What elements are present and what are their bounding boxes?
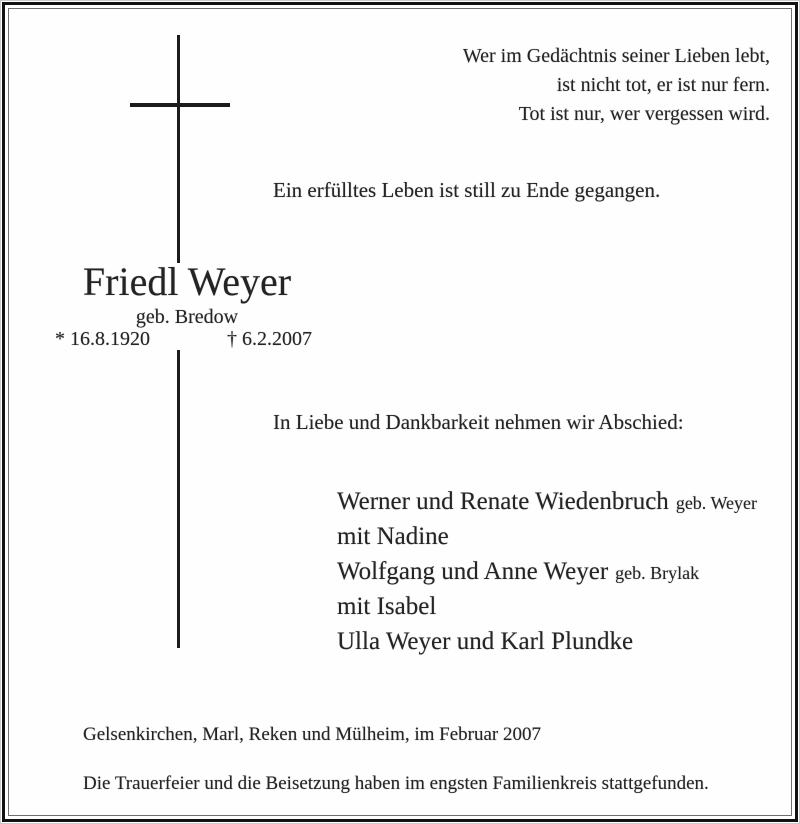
mourner-maiden-name: geb. Brylak — [615, 563, 700, 583]
mourner-line — [337, 555, 757, 590]
places-and-date-line: Gelsenkirchen, Marl, Reken und Mülheim, im Februar 2007 — [83, 724, 542, 745]
maiden-name: geb. Bredow — [135, 306, 239, 328]
mourner-names: Wolfgang und Anne Weyer — [337, 558, 609, 585]
memorial-verse — [463, 42, 770, 129]
mourner-names: mit Isabel — [337, 593, 437, 620]
cross-horizontal-bar — [130, 103, 230, 107]
mourner-line — [337, 625, 757, 660]
memorial-verse-line: Wer im Gedächtnis seiner Lieben lebt, — [462, 45, 770, 67]
death-date: † 6.2.2007 — [227, 328, 312, 350]
cross-vertical-lower — [177, 350, 180, 648]
mourner-line — [337, 590, 757, 625]
mourner-names: mit Nadine — [337, 523, 449, 550]
mourner-maiden-name: geb. Weyer — [675, 493, 757, 513]
memorial-verse-line: ist nicht tot, er ist nur fern. — [556, 74, 770, 96]
cross-vertical-upper — [177, 35, 180, 263]
birth-date: * 16.8.1920 — [55, 328, 150, 350]
deceased-name-block — [40, 260, 334, 304]
mourner-line — [337, 520, 757, 555]
memorial-verse-line: Tot ist nur, wer vergessen wird. — [518, 103, 770, 125]
closing-sentence: Die Trauerfeier und die Beisetzung haben im engsten Familienkreis stattgefunden. — [83, 773, 709, 794]
farewell-sentence: In Liebe und Dankbarkeit nehmen wir Abschied: — [273, 410, 684, 434]
intro-sentence: Ein erfülltes Leben ist still zu Ende gegangen. — [273, 178, 661, 202]
mourner-names: Werner und Renate Wiedenbruch — [337, 488, 669, 515]
deceased-name: Friedl Weyer — [82, 259, 292, 304]
mourner-names: Ulla Weyer und Karl Plundke — [337, 628, 634, 655]
mourners-list — [337, 485, 757, 660]
mourner-line — [337, 485, 757, 520]
